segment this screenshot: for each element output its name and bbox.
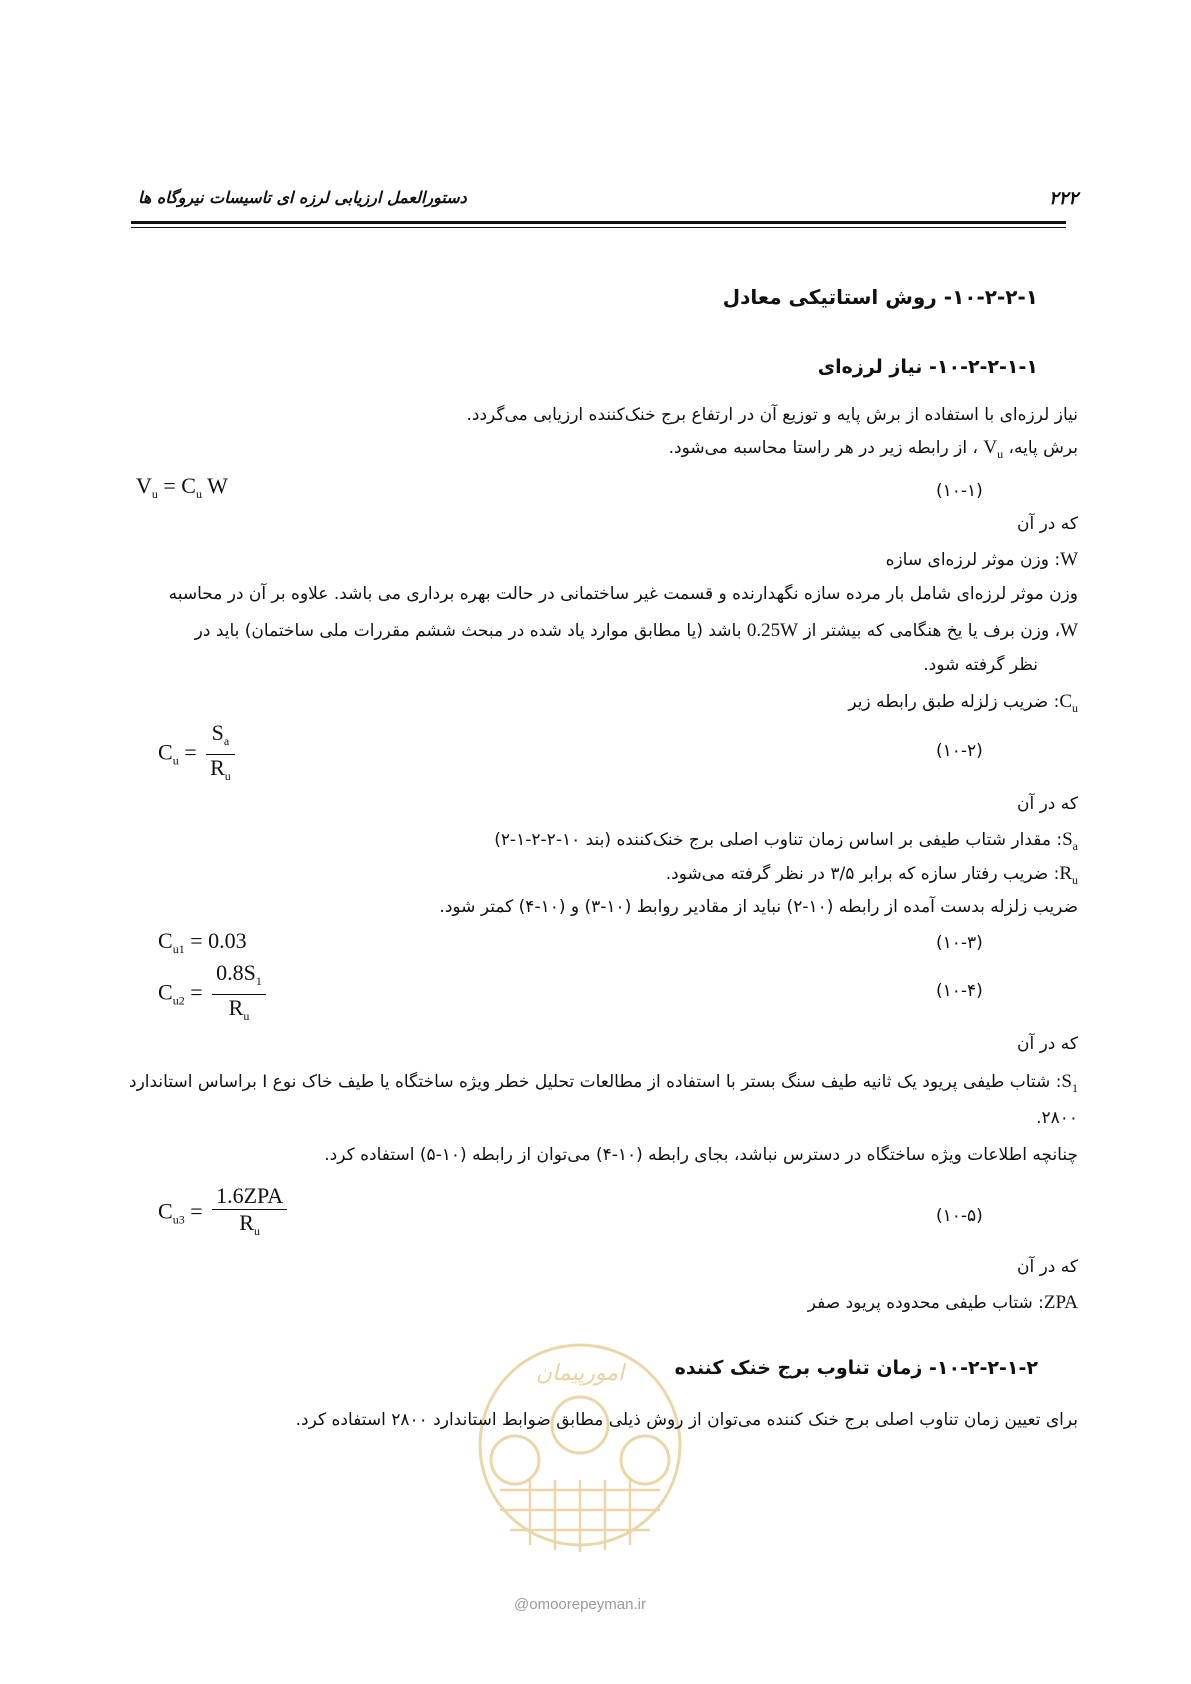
eq-symbol: C [158, 1198, 173, 1224]
text-part: : وزن موثر لرزه‌ای سازه [885, 550, 1061, 570]
section-heading: ۱۰-۲-۲-۱- روش استاتیکی معادل [722, 285, 1038, 309]
text-part: باشد (یا مطابق موارد یاد شده در مبحث ششم مقررات ملی ساختمان) باید در [194, 621, 747, 641]
eq-symbol: V [136, 473, 152, 498]
symbol-w: W [1060, 620, 1078, 641]
paragraph-alternative: چنانچه اطلاعات ویژه ساختگاه در دسترس نباشد، بجای رابطه (۱۰-۴) می‌توان از رابطه (۱۰-۵) استفاده کرد. [324, 1145, 1078, 1165]
equation-2-label: (۱۰-۲) [936, 741, 983, 761]
page-number: ۲۲۲ [1048, 188, 1078, 209]
paragraph-limit: ضریب زلزله بدست آمده از رابطه (۱۰-۲) نباید از مقادیر روابط (۱۰-۳) و (۱۰-۴) کمتر شود. [439, 897, 1078, 917]
w-description-line-3: نظر گرفته شود. [923, 655, 1038, 675]
equation-3 [158, 928, 247, 957]
header-rule-thick [131, 221, 1066, 224]
equation-1 [136, 473, 228, 502]
subscript: a [1072, 839, 1078, 853]
where-text: که در آن [1016, 794, 1078, 814]
eq-subscript: u3 [172, 1212, 185, 1227]
emblem-grid [500, 1480, 660, 1552]
denominator [212, 1210, 287, 1243]
eq-symbol: C [158, 928, 173, 953]
fraction [212, 961, 266, 1028]
emblem-logo-text: امورپیمان [535, 1361, 625, 1386]
eq-equals: = [178, 739, 197, 765]
subsection-heading: ۱۰-۲-۲-۱-۱- نیاز لرزه‌ای [817, 356, 1038, 378]
text-part: : شتاب طیفی پریود یک ثانیه طیف سنگ بستر با استفاده از مطالعات تحلیل خطر ویژه ساختگاه یا طیف خاک نوع I براساس استاندارد [129, 1072, 1062, 1092]
w-description-line-1: وزن موثر لرزه‌ای شامل بار مرده سازه نگهدارنده و قسمت غیر ساختمانی در حالت بهره برداری می باشد. علاوه بر آن در محاسبه [168, 584, 1078, 604]
num-symbol: 0.8S [216, 960, 256, 985]
fraction [206, 721, 235, 788]
eq-subscript: u [172, 753, 179, 768]
text-part: : ضریب رفتار سازه که برابر ۳/۵ در نظر گرفته می‌شود. [665, 864, 1060, 884]
s1-definition-line-2: ۲۸۰۰. [1036, 1108, 1078, 1128]
subscript: 1 [1072, 1081, 1078, 1095]
symbol: C [1059, 691, 1072, 712]
text-part: ، از رابطه زیر در هر راستا محاسبه می‌شود. [668, 438, 984, 458]
eq-subscript: u2 [172, 993, 185, 1008]
equation-4-label: (۱۰-۴) [936, 981, 983, 1001]
equation-1-label: (۱۰-۱) [936, 481, 983, 501]
symbol-s1 [1061, 1071, 1078, 1095]
symbol-sa [1062, 829, 1078, 853]
num-subscript: 1 [255, 974, 262, 988]
num-symbol: S [211, 720, 224, 745]
den-subscript: u [253, 1224, 260, 1238]
eq-symbol: C [158, 979, 173, 1005]
text-part: : مقدار شتاب طیفی بر اساس زمان تناوب اصلی برج خنک‌کننده (بند ۱۰-۲-۲-۱-۲) [494, 830, 1063, 850]
equation-5 [158, 1184, 287, 1243]
equation-5-label: (۱۰-۵) [936, 1206, 983, 1226]
ru-definition [666, 863, 1078, 888]
header-rule-thin [131, 227, 1066, 228]
eq-rhs: = 0.03 [184, 928, 247, 953]
paragraph-base-shear [669, 437, 1078, 462]
subscript: u [997, 447, 1004, 461]
symbol: S [1061, 1071, 1072, 1092]
symbol: V [983, 437, 998, 458]
eq-symbol: C [158, 739, 173, 765]
subscript: u [1072, 701, 1078, 715]
eq-equals: = [184, 1198, 203, 1224]
num-subscript: a [223, 734, 230, 748]
equation-4 [158, 961, 266, 1028]
symbol: S [1062, 829, 1073, 850]
paragraph-period: برای تعیین زمان تناوب اصلی برج خنک کننده می‌توان از روش ذیلی مطابق ضوابط استاندارد ۲۸۰۰ استفاده کرد. [295, 1410, 1078, 1430]
emblem-gear-right [621, 1436, 669, 1484]
w-description-line-2 [195, 620, 1078, 642]
symbol-cu [1059, 691, 1078, 715]
symbol-vu [983, 437, 1004, 461]
fraction [212, 1184, 287, 1243]
where-text: که در آن [1016, 514, 1078, 534]
s1-definition [129, 1071, 1078, 1096]
where-text: که در آن [1016, 1257, 1078, 1277]
den-symbol: R [228, 995, 244, 1020]
eq-subscript: u [151, 487, 158, 501]
numerator [206, 721, 235, 755]
symbol-ru [1059, 863, 1078, 887]
paragraph-seismic-demand: نیاز لرزه‌ای با استفاده از برش پایه و توزیع آن در ارتفاع برج خنک‌کننده ارزیابی می‌گردد. [466, 405, 1078, 425]
symbol-w: W [1060, 549, 1078, 570]
den-subscript: u [243, 1009, 250, 1023]
eq-tail: W [201, 473, 228, 498]
watermark-url: @omoorepeyman.ir [514, 1596, 646, 1613]
w-definition [886, 549, 1078, 571]
denominator [212, 995, 266, 1028]
emblem-gear-left [491, 1436, 539, 1484]
symbol: R [1059, 863, 1072, 884]
eq-subscript: u1 [172, 942, 185, 956]
den-symbol: R [210, 755, 225, 780]
where-text: که در آن [1016, 1034, 1078, 1054]
eq-rhs: = C [163, 473, 196, 498]
eq-equals: = [184, 979, 203, 1005]
numerator [212, 961, 266, 995]
denominator [206, 755, 235, 788]
cu-definition [848, 691, 1078, 716]
equation-3-label: (۱۰-۳) [936, 933, 983, 953]
sa-definition [494, 829, 1078, 854]
zpa-definition [808, 1292, 1078, 1314]
subscript: u [1072, 873, 1078, 887]
equation-2 [158, 721, 235, 788]
numerator: 1.6ZPA [212, 1184, 287, 1210]
subsection-heading-period: ۱۰-۲-۲-۱-۲- زمان تناوب برج خنک کننده [674, 1357, 1038, 1379]
den-symbol: R [239, 1210, 254, 1235]
text-part: : شتاب طیفی محدوده پریود صفر [807, 1293, 1044, 1313]
watermark-emblem [460, 1330, 700, 1590]
text-part: ، وزن برف یا یخ هنگامی که بیشتر از [798, 621, 1061, 641]
running-title: دستورالعمل ارزیابی لرزه ای تاسیسات نیروگاه ها [138, 188, 467, 207]
eq-subscript: u [195, 487, 202, 501]
text-part: برش پایه، [1003, 438, 1078, 458]
den-subscript: u [224, 769, 231, 783]
text-part: : ضریب زلزله طبق رابطه زیر [848, 692, 1060, 712]
value-025w: 0.25W [746, 620, 799, 641]
symbol-zpa: ZPA [1043, 1292, 1078, 1313]
